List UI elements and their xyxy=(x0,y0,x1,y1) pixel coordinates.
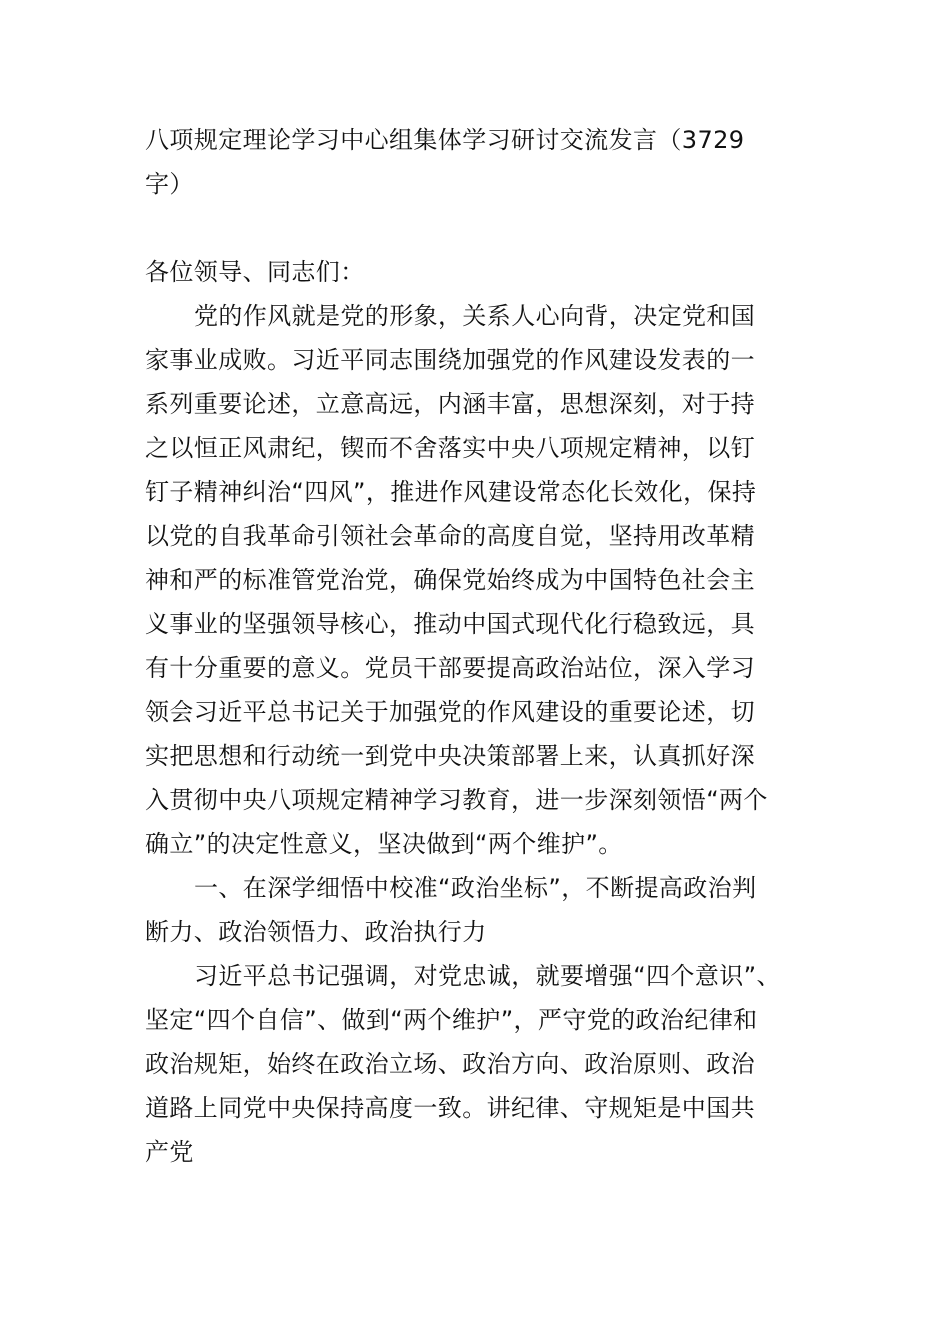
section-heading-1 xyxy=(145,866,810,954)
paragraph-line: 神和严的标准管党治党，确保党始终成为中国特色社会主 xyxy=(145,566,755,594)
paragraph-line: 有十分重要的意义。党员干部要提高政治站位，深入学习 xyxy=(145,654,755,682)
heading-line: 断力、政治领悟力、政治执行力 xyxy=(145,918,487,946)
paragraph-line: 产党 xyxy=(145,1138,194,1166)
paragraph-line: 道路上同党中央保持高度一致。讲纪律、守规矩是中国共 xyxy=(145,1094,755,1122)
paragraph-line: 政治规矩，始终在政治立场、政治方向、政治原则、政治 xyxy=(145,1050,755,1078)
paragraph-line: 以党的自我革命引领社会革命的高度自觉，坚持用改革精 xyxy=(145,522,755,550)
paragraph-line: 习近平总书记强调，对党忠诚，就要增强“四个意识”、 xyxy=(194,962,781,990)
paragraph-line: 系列重要论述，立意高远，内涵丰富，思想深刻，对于持 xyxy=(145,390,755,418)
title-line: 八项规定理论学习中心组集体学习研讨交流发言（3729 xyxy=(145,126,745,154)
paragraph-line: 义事业的坚强领导核心，推动中国式现代化行稳致远，具 xyxy=(145,610,755,638)
document-body xyxy=(145,118,810,1174)
paragraph-line: 党的作风就是党的形象，关系人心向背，决定党和国 xyxy=(194,302,756,330)
paragraph-line: 入贯彻中央八项规定精神学习教育，进一步深刻领悟“两个 xyxy=(145,786,768,814)
paragraph-line: 钉子精神纠治“四风”，推进作风建设常态化长效化，保持 xyxy=(145,478,757,506)
heading-line: 一、在深学细悟中校准“政治坐标”，不断提高政治判 xyxy=(194,874,757,902)
paragraph-line: 坚定“四个自信”、做到“两个维护”，严守党的政治纪律和 xyxy=(145,1006,758,1034)
title-line: 字） xyxy=(145,170,194,198)
salutation: 各位领导、同志们： xyxy=(145,258,365,286)
document-title xyxy=(145,118,810,206)
paragraph-1 xyxy=(145,294,810,866)
paragraph-2 xyxy=(145,954,810,1174)
paragraph-line: 之以恒正风肃纪，锲而不舍落实中央八项规定精神，以钉 xyxy=(145,434,755,462)
paragraph-line: 领会习近平总书记关于加强党的作风建设的重要论述，切 xyxy=(145,698,755,726)
paragraph-line: 确立”的决定性意义，坚决做到“两个维护”。 xyxy=(145,830,623,858)
paragraph-line: 实把思想和行动统一到党中央决策部署上来，认真抓好深 xyxy=(145,742,755,770)
paragraph-line: 家事业成败。习近平同志围绕加强党的作风建设发表的一 xyxy=(145,346,755,374)
